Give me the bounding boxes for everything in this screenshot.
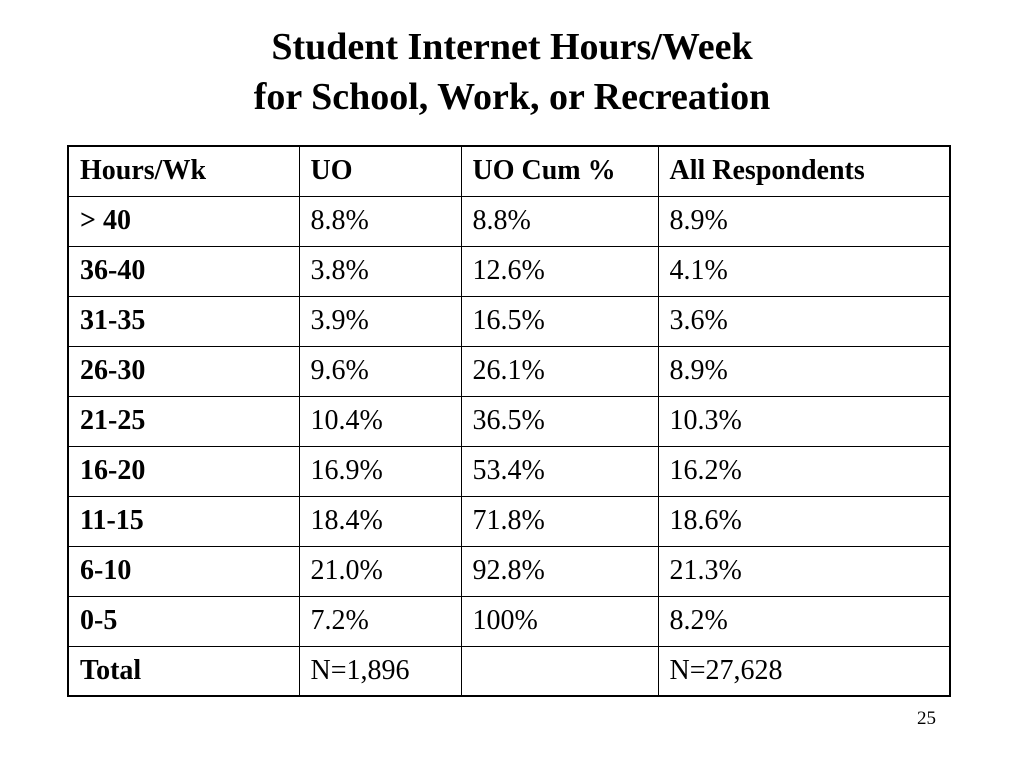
slide-title-line-2: for School, Work, or Recreation <box>253 76 771 118</box>
header-all-respondents: All Respondents <box>658 146 950 196</box>
cell-uo: 8.8% <box>299 196 461 246</box>
cell-hours: 16-20 <box>68 446 299 496</box>
cell-uo-cum-pct: 53.4% <box>461 446 658 496</box>
cell-uo-cum-pct: 8.8% <box>461 196 658 246</box>
table-row <box>68 346 950 396</box>
cell-all-respondents: N=27,628 <box>658 646 950 696</box>
cell-uo: 3.8% <box>299 246 461 296</box>
cell-uo-cum-pct: 26.1% <box>461 346 658 396</box>
cell-hours: 36-40 <box>68 246 299 296</box>
cell-hours: 26-30 <box>68 346 299 396</box>
table-row <box>68 546 950 596</box>
table-row <box>68 596 950 646</box>
cell-all-respondents: 10.3% <box>658 396 950 446</box>
cell-all-respondents: 3.6% <box>658 296 950 346</box>
cell-hours: 21-25 <box>68 396 299 446</box>
cell-hours: 11-15 <box>68 496 299 546</box>
cell-hours: 31-35 <box>68 296 299 346</box>
table-row <box>68 496 950 546</box>
table-row <box>68 196 950 246</box>
cell-uo: N=1,896 <box>299 646 461 696</box>
cell-uo: 3.9% <box>299 296 461 346</box>
cell-all-respondents: 4.1% <box>658 246 950 296</box>
slide-title-line-1: Student Internet Hours/Week <box>271 26 753 68</box>
cell-uo-cum-pct: 12.6% <box>461 246 658 296</box>
cell-all-respondents: 8.2% <box>658 596 950 646</box>
cell-uo-cum-pct: 100% <box>461 596 658 646</box>
header-hours-wk: Hours/Wk <box>68 146 299 196</box>
cell-uo: 9.6% <box>299 346 461 396</box>
cell-all-respondents: 18.6% <box>658 496 950 546</box>
cell-uo: 10.4% <box>299 396 461 446</box>
cell-hours: > 40 <box>68 196 299 246</box>
header-uo-cum-pct: UO Cum % <box>461 146 658 196</box>
table-row <box>68 446 950 496</box>
slide-title <box>0 22 1024 122</box>
cell-uo: 18.4% <box>299 496 461 546</box>
table-row <box>68 246 950 296</box>
cell-hours: 0-5 <box>68 596 299 646</box>
table-row <box>68 396 950 446</box>
cell-uo-cum-pct: 71.8% <box>461 496 658 546</box>
cell-uo: 16.9% <box>299 446 461 496</box>
cell-all-respondents: 21.3% <box>658 546 950 596</box>
cell-hours: 6-10 <box>68 546 299 596</box>
cell-uo: 21.0% <box>299 546 461 596</box>
cell-all-respondents: 8.9% <box>658 346 950 396</box>
slide-number: 25 <box>917 708 936 729</box>
cell-uo-cum-pct: 92.8% <box>461 546 658 596</box>
cell-hours: Total <box>68 646 299 696</box>
cell-uo: 7.2% <box>299 596 461 646</box>
table-header-row <box>68 146 950 196</box>
hours-table <box>67 145 951 697</box>
cell-uo-cum-pct: 36.5% <box>461 396 658 446</box>
cell-uo-cum-pct <box>461 646 658 696</box>
cell-uo-cum-pct: 16.5% <box>461 296 658 346</box>
header-uo: UO <box>299 146 461 196</box>
table-row <box>68 296 950 346</box>
cell-all-respondents: 8.9% <box>658 196 950 246</box>
table-row <box>68 646 950 696</box>
cell-all-respondents: 16.2% <box>658 446 950 496</box>
